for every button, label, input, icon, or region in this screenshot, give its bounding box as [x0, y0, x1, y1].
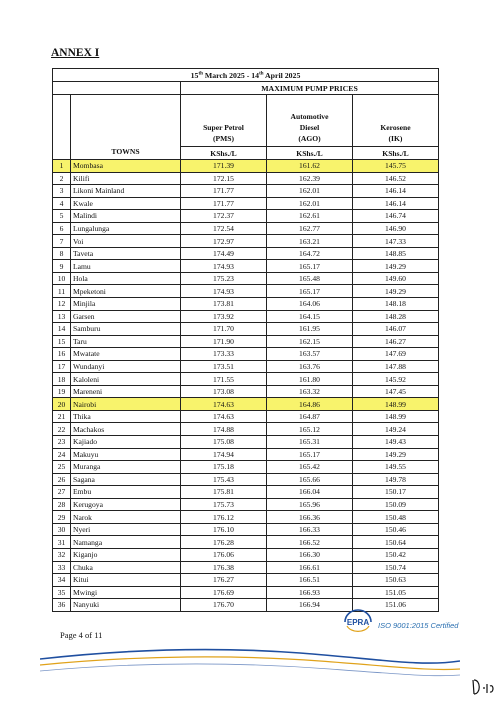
- table-row: [53, 498, 439, 511]
- row-number: 24: [53, 448, 71, 461]
- price-ik: 148.99: [353, 398, 439, 411]
- town-name: Mareneni: [71, 385, 181, 398]
- row-number: 34: [53, 574, 71, 587]
- column-header-line: Diesel: [299, 123, 320, 132]
- town-name: Taveta: [71, 247, 181, 260]
- price-ik: 150.17: [353, 486, 439, 499]
- table-row: [53, 235, 439, 248]
- row-number: 1: [53, 160, 71, 173]
- number-header: [53, 95, 71, 160]
- town-name: Makuyu: [71, 448, 181, 461]
- table-row: [53, 160, 439, 173]
- epra-logo-icon: [339, 608, 377, 636]
- group-header: MAXIMUM PUMP PRICES: [181, 82, 439, 95]
- unit-header-ik: KShs./L: [353, 147, 439, 160]
- row-number: 9: [53, 260, 71, 273]
- price-ik: 151.06: [353, 599, 439, 612]
- price-ik: 149.29: [353, 260, 439, 273]
- row-number: 29: [53, 511, 71, 524]
- town-name: Mwatate: [71, 348, 181, 361]
- price-ago: 164.72: [267, 247, 353, 260]
- row-number: 13: [53, 310, 71, 323]
- price-ik: 147.69: [353, 348, 439, 361]
- price-pms: 173.33: [181, 348, 267, 361]
- column-header-line: Automotive: [290, 112, 329, 121]
- price-pms: 175.73: [181, 498, 267, 511]
- price-pms: 171.70: [181, 323, 267, 336]
- footer-wave-decoration: [40, 641, 460, 681]
- row-number: 2: [53, 172, 71, 185]
- column-header-ik: [353, 95, 439, 147]
- town-name: Machakos: [71, 423, 181, 436]
- price-pms: 171.77: [181, 197, 267, 210]
- price-pms: 174.94: [181, 448, 267, 461]
- price-ik: 150.74: [353, 561, 439, 574]
- town-name: Samburu: [71, 323, 181, 336]
- town-name: Hola: [71, 272, 181, 285]
- table-row: [53, 548, 439, 561]
- price-ago: 162.39: [267, 172, 353, 185]
- town-name: Muranga: [71, 461, 181, 474]
- town-name: Kajiado: [71, 436, 181, 449]
- price-ik: 149.78: [353, 473, 439, 486]
- row-number: 3: [53, 185, 71, 198]
- price-ago: 166.30: [267, 548, 353, 561]
- row-number: 5: [53, 210, 71, 223]
- row-number: 14: [53, 323, 71, 336]
- price-ago: 161.80: [267, 373, 353, 386]
- price-pms: 172.54: [181, 222, 267, 235]
- price-ago: 165.17: [267, 448, 353, 461]
- table-row: [53, 511, 439, 524]
- price-ago: 166.36: [267, 511, 353, 524]
- price-pms: 176.10: [181, 523, 267, 536]
- column-header-line: (IK): [388, 134, 403, 143]
- row-number: 26: [53, 473, 71, 486]
- town-name: Nanyuki: [71, 599, 181, 612]
- price-pms: 175.81: [181, 486, 267, 499]
- row-number: 30: [53, 523, 71, 536]
- price-pms: 171.90: [181, 335, 267, 348]
- row-number: 16: [53, 348, 71, 361]
- table-row: [53, 348, 439, 361]
- price-ago: 166.51: [267, 574, 353, 587]
- price-ago: 166.04: [267, 486, 353, 499]
- town-name: Chuka: [71, 561, 181, 574]
- town-name: Thika: [71, 410, 181, 423]
- town-name: Narok: [71, 511, 181, 524]
- table-row: [53, 536, 439, 549]
- price-pms: 176.28: [181, 536, 267, 549]
- price-pms: 172.37: [181, 210, 267, 223]
- price-pms: 172.97: [181, 235, 267, 248]
- price-ik: 145.75: [353, 160, 439, 173]
- price-ago: 165.17: [267, 285, 353, 298]
- price-pms: 174.49: [181, 247, 267, 260]
- row-number: 17: [53, 360, 71, 373]
- price-pms: 173.51: [181, 360, 267, 373]
- price-ago: 165.12: [267, 423, 353, 436]
- town-name: Mombasa: [71, 160, 181, 173]
- town-name: Mwingi: [71, 586, 181, 599]
- table-row: [53, 574, 439, 587]
- row-number: 10: [53, 272, 71, 285]
- town-name: Kiganjo: [71, 548, 181, 561]
- row-number: 8: [53, 247, 71, 260]
- price-ago: 162.01: [267, 185, 353, 198]
- town-name: Kerugoya: [71, 498, 181, 511]
- table-row: [53, 247, 439, 260]
- town-name: Wundanyi: [71, 360, 181, 373]
- town-name: Mpeketoni: [71, 285, 181, 298]
- price-pms: 176.12: [181, 511, 267, 524]
- town-name: Namanga: [71, 536, 181, 549]
- table-row: [53, 260, 439, 273]
- price-ago: 166.52: [267, 536, 353, 549]
- table-row: [53, 222, 439, 235]
- column-header-line: Super Petrol: [203, 123, 244, 132]
- price-ago: 165.48: [267, 272, 353, 285]
- price-ik: 146.52: [353, 172, 439, 185]
- price-ago: 166.93: [267, 586, 353, 599]
- table-row: [53, 561, 439, 574]
- price-ik: 146.27: [353, 335, 439, 348]
- column-header-line: (PMS): [212, 134, 235, 143]
- price-ik: 148.18: [353, 298, 439, 311]
- town-name: Kwale: [71, 197, 181, 210]
- town-name: Taru: [71, 335, 181, 348]
- row-number: 4: [53, 197, 71, 210]
- town-name: Minjila: [71, 298, 181, 311]
- column-header-line: Kerosene: [380, 123, 411, 132]
- price-ago: 165.42: [267, 461, 353, 474]
- row-number: 35: [53, 586, 71, 599]
- logo-text: EPRA: [346, 618, 370, 627]
- table-row: [53, 448, 439, 461]
- price-ik: 149.55: [353, 461, 439, 474]
- price-ik: 146.74: [353, 210, 439, 223]
- price-ago: 164.86: [267, 398, 353, 411]
- table-row: [53, 398, 439, 411]
- price-pms: 173.08: [181, 385, 267, 398]
- price-pms: 173.81: [181, 298, 267, 311]
- table-row: [53, 385, 439, 398]
- row-number: 18: [53, 373, 71, 386]
- table-row: [53, 310, 439, 323]
- unit-header-pms: KShs./L: [181, 147, 267, 160]
- price-ago: 162.61: [267, 210, 353, 223]
- price-pms: 174.63: [181, 398, 267, 411]
- price-ago: 165.66: [267, 473, 353, 486]
- price-ik: 148.99: [353, 410, 439, 423]
- price-ik: 147.33: [353, 235, 439, 248]
- price-ago: 164.87: [267, 410, 353, 423]
- price-ago: 162.01: [267, 197, 353, 210]
- blank-header-cell: [53, 82, 181, 95]
- row-number: 28: [53, 498, 71, 511]
- town-name: Lamu: [71, 260, 181, 273]
- table-row: [53, 298, 439, 311]
- price-ik: 149.29: [353, 448, 439, 461]
- column-header-line: (AGO): [298, 134, 321, 143]
- signature-mark: [471, 676, 497, 698]
- town-name: Likoni Mainland: [71, 185, 181, 198]
- price-ik: 145.92: [353, 373, 439, 386]
- price-ik: 150.48: [353, 511, 439, 524]
- row-number: 19: [53, 385, 71, 398]
- town-name: Kaloleni: [71, 373, 181, 386]
- towns-header: TOWNS: [71, 95, 181, 160]
- row-number: 6: [53, 222, 71, 235]
- row-number: 27: [53, 486, 71, 499]
- table-row: [53, 461, 439, 474]
- price-ik: 146.07: [353, 323, 439, 336]
- table-row: [53, 360, 439, 373]
- price-pms: 176.70: [181, 599, 267, 612]
- price-ago: 166.61: [267, 561, 353, 574]
- table-row: [53, 285, 439, 298]
- row-number: 36: [53, 599, 71, 612]
- town-name: Kitui: [71, 574, 181, 587]
- price-ik: 150.64: [353, 536, 439, 549]
- row-number: 21: [53, 410, 71, 423]
- table-row: [53, 210, 439, 223]
- price-ago: 166.94: [267, 599, 353, 612]
- table-row: [53, 323, 439, 336]
- price-pms: 176.69: [181, 586, 267, 599]
- price-pms: 174.63: [181, 410, 267, 423]
- price-pms: 171.55: [181, 373, 267, 386]
- table-row: [53, 172, 439, 185]
- row-number: 32: [53, 548, 71, 561]
- price-pms: 175.43: [181, 473, 267, 486]
- town-name: Embu: [71, 486, 181, 499]
- price-ago: 162.77: [267, 222, 353, 235]
- table-row: [53, 272, 439, 285]
- price-ik: 149.24: [353, 423, 439, 436]
- row-number: 25: [53, 461, 71, 474]
- period-superscript: th: [259, 70, 264, 76]
- table-row: [53, 586, 439, 599]
- price-ago: 161.95: [267, 323, 353, 336]
- price-pms: 175.18: [181, 461, 267, 474]
- price-ago: 163.57: [267, 348, 353, 361]
- table-row: [53, 436, 439, 449]
- table-row: [53, 373, 439, 386]
- price-pms: 174.93: [181, 260, 267, 273]
- row-number: 11: [53, 285, 71, 298]
- price-ik: 149.43: [353, 436, 439, 449]
- price-pms: 172.15: [181, 172, 267, 185]
- town-name: Sagana: [71, 473, 181, 486]
- price-ago: 163.76: [267, 360, 353, 373]
- price-ik: 146.90: [353, 222, 439, 235]
- row-number: 15: [53, 335, 71, 348]
- row-number: 20: [53, 398, 71, 411]
- town-name: Garsen: [71, 310, 181, 323]
- price-ik: 150.09: [353, 498, 439, 511]
- table-row: [53, 486, 439, 499]
- price-ik: 147.88: [353, 360, 439, 373]
- price-ago: 165.96: [267, 498, 353, 511]
- price-ik: 148.28: [353, 310, 439, 323]
- town-name: Kilifi: [71, 172, 181, 185]
- price-ago: 163.21: [267, 235, 353, 248]
- table-row: [53, 197, 439, 210]
- town-name: Lungalunga: [71, 222, 181, 235]
- town-name: Nairobi: [71, 398, 181, 411]
- price-pms: 171.77: [181, 185, 267, 198]
- iso-certification: ISO 9001:2015 Certified: [378, 621, 459, 630]
- price-ik: 150.46: [353, 523, 439, 536]
- page-number: Page 4 of 11: [60, 630, 103, 640]
- price-pms: 171.39: [181, 160, 267, 173]
- row-number: 22: [53, 423, 71, 436]
- price-ik: 151.05: [353, 586, 439, 599]
- price-ago: 164.15: [267, 310, 353, 323]
- table-row: [53, 410, 439, 423]
- price-pms: 176.27: [181, 574, 267, 587]
- price-ik: 148.85: [353, 247, 439, 260]
- price-ago: 166.33: [267, 523, 353, 536]
- price-ago: 165.31: [267, 436, 353, 449]
- table-row: [53, 423, 439, 436]
- row-number: 33: [53, 561, 71, 574]
- price-ago: 163.32: [267, 385, 353, 398]
- price-pms: 174.93: [181, 285, 267, 298]
- price-ik: 146.14: [353, 185, 439, 198]
- annex-title: ANNEX I: [51, 47, 100, 59]
- column-header-pms: [181, 95, 267, 147]
- price-pms: 173.92: [181, 310, 267, 323]
- table-row: [53, 185, 439, 198]
- town-name: Nyeri: [71, 523, 181, 536]
- price-ik: 150.42: [353, 548, 439, 561]
- price-ik: 146.14: [353, 197, 439, 210]
- price-ik: 150.63: [353, 574, 439, 587]
- table-row: [53, 335, 439, 348]
- pump-prices-table: [52, 68, 439, 612]
- price-ik: 147.45: [353, 385, 439, 398]
- row-number: 7: [53, 235, 71, 248]
- town-name: Voi: [71, 235, 181, 248]
- price-ik: 149.29: [353, 285, 439, 298]
- unit-header-ago: KShs./L: [267, 147, 353, 160]
- column-header-ago: [267, 95, 353, 147]
- price-pms: 176.06: [181, 548, 267, 561]
- price-pms: 174.88: [181, 423, 267, 436]
- price-pms: 175.08: [181, 436, 267, 449]
- table-row: [53, 599, 439, 612]
- row-number: 12: [53, 298, 71, 311]
- period-text: 15th March 2025 - 14th April 2025: [190, 70, 301, 80]
- table-row: [53, 473, 439, 486]
- row-number: 31: [53, 536, 71, 549]
- town-name: Malindi: [71, 210, 181, 223]
- price-ago: 162.15: [267, 335, 353, 348]
- period-superscript: th: [198, 70, 203, 76]
- price-ago: 161.62: [267, 160, 353, 173]
- price-ago: 164.06: [267, 298, 353, 311]
- table-row: [53, 523, 439, 536]
- price-ago: 165.17: [267, 260, 353, 273]
- price-pms: 176.38: [181, 561, 267, 574]
- price-ik: 149.60: [353, 272, 439, 285]
- period-header: [53, 69, 439, 82]
- row-number: 23: [53, 436, 71, 449]
- price-pms: 175.23: [181, 272, 267, 285]
